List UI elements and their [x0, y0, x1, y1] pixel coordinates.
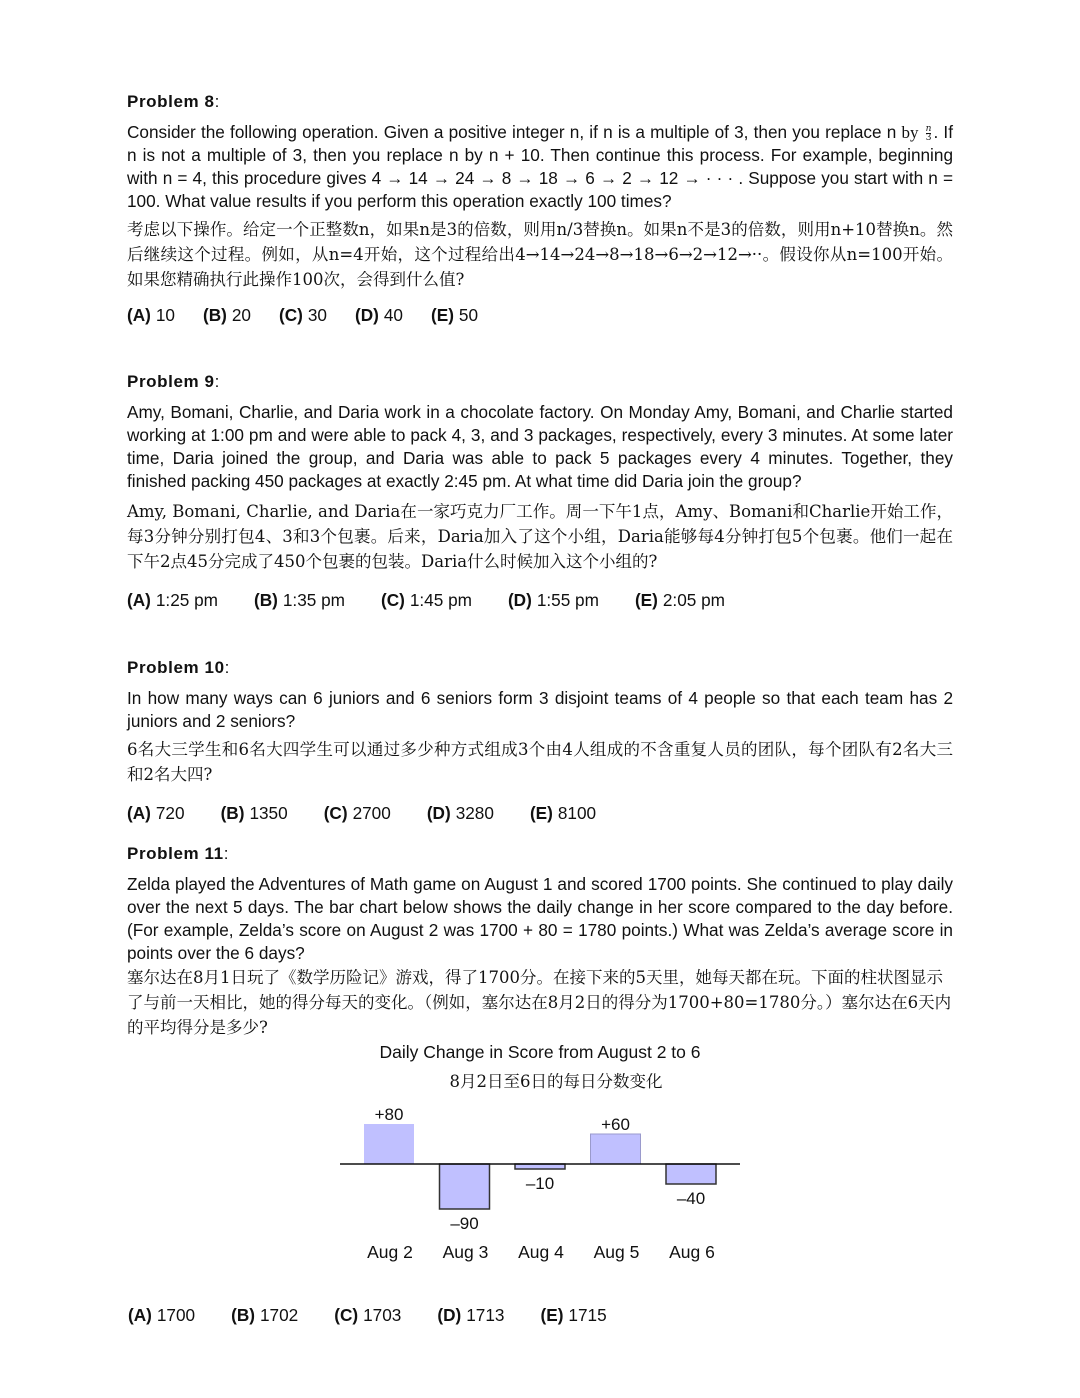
- bar-aug-4: [515, 1164, 565, 1169]
- choice-b[interactable]: (B) 1350: [220, 803, 288, 823]
- choice-c[interactable]: (C) 1:45 pm: [380, 590, 472, 610]
- x-tick-label: Aug 6: [669, 1242, 715, 1262]
- problem-text-en: Zelda played the Adventures of Math game on August 1 and scored 1700 points. She continued to play daily over the next 5 days. The bar chart below shows the daily change in her score compared to the day before. (For example, Zelda’s score on August 2 was 1700 + 80 = 1780 points.) What was Zelda’s average score in points over the 6 days?: [127, 874, 953, 963]
- data-label: –10: [525, 1174, 555, 1193]
- problem-9: [127, 372, 953, 611]
- answer-choices: [127, 590, 953, 611]
- choice-e[interactable]: (E) 50: [431, 305, 479, 325]
- x-tick-label: Aug 4: [518, 1242, 564, 1262]
- problem-10: [127, 658, 953, 824]
- data-label: +60: [601, 1115, 630, 1134]
- choice-e[interactable]: (E) 2:05 pm: [634, 590, 725, 610]
- problem-text-en: In how many ways can 6 juniors and 6 seniors form 3 disjoint teams of 4 people so that each team has 2 juniors and 2 seniors?: [127, 688, 953, 731]
- problem-text-cn: 6名大三学生和6名大四学生可以通过多少种方式组成3个由4人组成的不含重复人员的团队，每个团队有2名大三和2名大四?: [127, 740, 953, 784]
- choice-e[interactable]: (E) 1715: [540, 1305, 607, 1325]
- choice-c[interactable]: (C) 30: [279, 305, 327, 325]
- problem-11: [127, 844, 953, 1040]
- x-tick-label: Aug 3: [442, 1242, 489, 1262]
- choice-a[interactable]: (A) 10: [127, 305, 175, 325]
- choice-b[interactable]: (B) 1:35 pm: [253, 590, 345, 610]
- problem-title: Problem 10:: [127, 658, 230, 677]
- problem-title: Problem 9:: [127, 372, 220, 391]
- chart-subtitle: 8月2日至6日的每日分数变化: [449, 1072, 663, 1091]
- choice-a[interactable]: (A) 1:25 pm: [127, 590, 218, 610]
- choice-c[interactable]: (C) 1703: [334, 1305, 402, 1325]
- choice-d[interactable]: (D) 1713: [437, 1305, 505, 1325]
- bar-aug-3: [440, 1164, 490, 1209]
- choice-e[interactable]: (E) 8100: [529, 803, 597, 823]
- problem-title: Problem 8:: [127, 92, 220, 111]
- choice-a[interactable]: (A) 1700: [128, 1305, 196, 1325]
- choice-d[interactable]: (D) 40: [355, 305, 403, 325]
- data-label: –90: [450, 1214, 479, 1233]
- choice-a[interactable]: (A) 720: [127, 803, 185, 823]
- data-label: –40: [676, 1189, 706, 1208]
- problem-text-cn: 塞尔达在8月1日玩了《数学历险记》游戏，得了1700分。在接下来的5天里，她每天都在玩。下面的柱状图显示了与前一天相比，她的得分每天的变化。（例如，塞尔达在8月2日的得分为1700+80=1780分。）塞尔达在6天内的平均得分是多少?: [127, 968, 952, 1037]
- problem-text-cn: Amy, Bomani, Charlie, and Daria在一家巧克力厂工作。周一下午1点，Amy、Bomani和Charlie开始工作，每3分钟分别打包4、3和3个包裹。后来，Daria加入了这个小组，Daria能够每4分钟打包5个包裹。他们一起在下午2点45分完成了450个包裹的包装。Daria什么时候加入这个小组的?: [127, 502, 953, 571]
- answer-choices: [127, 803, 953, 824]
- choice-b[interactable]: (B) 20: [203, 305, 251, 325]
- choice-d[interactable]: (D) 3280: [426, 803, 494, 823]
- problem-8: [127, 92, 953, 326]
- answer-choices: [127, 305, 953, 326]
- choice-d[interactable]: (D) 1:55 pm: [507, 590, 599, 610]
- bar-aug-5: [591, 1134, 641, 1164]
- bar-aug-6: [666, 1164, 716, 1184]
- answer-choices: [128, 1305, 635, 1326]
- chart-title: Daily Change in Score from August 2 to 6: [379, 1042, 701, 1062]
- problem-text-cn: 考虑以下操作。给定一个正整数n，如果n是3的倍数，则用n/3替换n。如果n不是3的倍数，则用n+10替换n。然后继续这个过程。例如，从n=4开始，这个过程给出4→14→24→8→18→6→2→12→··。假设你从n=100开始。如果您精确执行此操作100次，会得到什么值?: [127, 220, 953, 289]
- problem-text-en: Amy, Bomani, Charlie, and Daria work in a chocolate factory. On Monday Amy, Bomani, and Charlie started working at 1:00 pm and were able to pack 4, 3, and 3 packages, respectively, every 3 minutes. At some later time, Daria joined the group, and Daria was able to pack 5 packages every 4 minutes. Together, they finished packing 450 packages at exactly 2:45 pm. At what time did Daria join the group?: [127, 402, 953, 491]
- data-label: +80: [374, 1105, 404, 1124]
- x-tick-label: Aug 2: [367, 1242, 413, 1262]
- problem-text-en: Consider the following operation. Given a positive integer n, if n is a multiple of 3, then you replace n by $\frac{n}{3}$ . If n is not a multiple of 3, then you replace n by n + 10. Then continue this process. For example, beginning with n = 4, this procedure gives 4 → 14 → 24 → 8 → 18 → 6 → 2 → 12 → · · · . Suppose you start with n = 100. What value results if you perform this operation exactly 100 times?: [127, 122, 953, 211]
- problem-title: Problem 11:: [127, 844, 230, 863]
- fraction-n-over-3: $\frac{n}{3}$: [925, 123, 932, 143]
- choice-b[interactable]: (B) 1702: [231, 1305, 299, 1325]
- choice-c[interactable]: (C) 2700: [323, 803, 391, 823]
- x-tick-label: Aug 5: [593, 1242, 640, 1262]
- bar-aug-2: [364, 1124, 414, 1164]
